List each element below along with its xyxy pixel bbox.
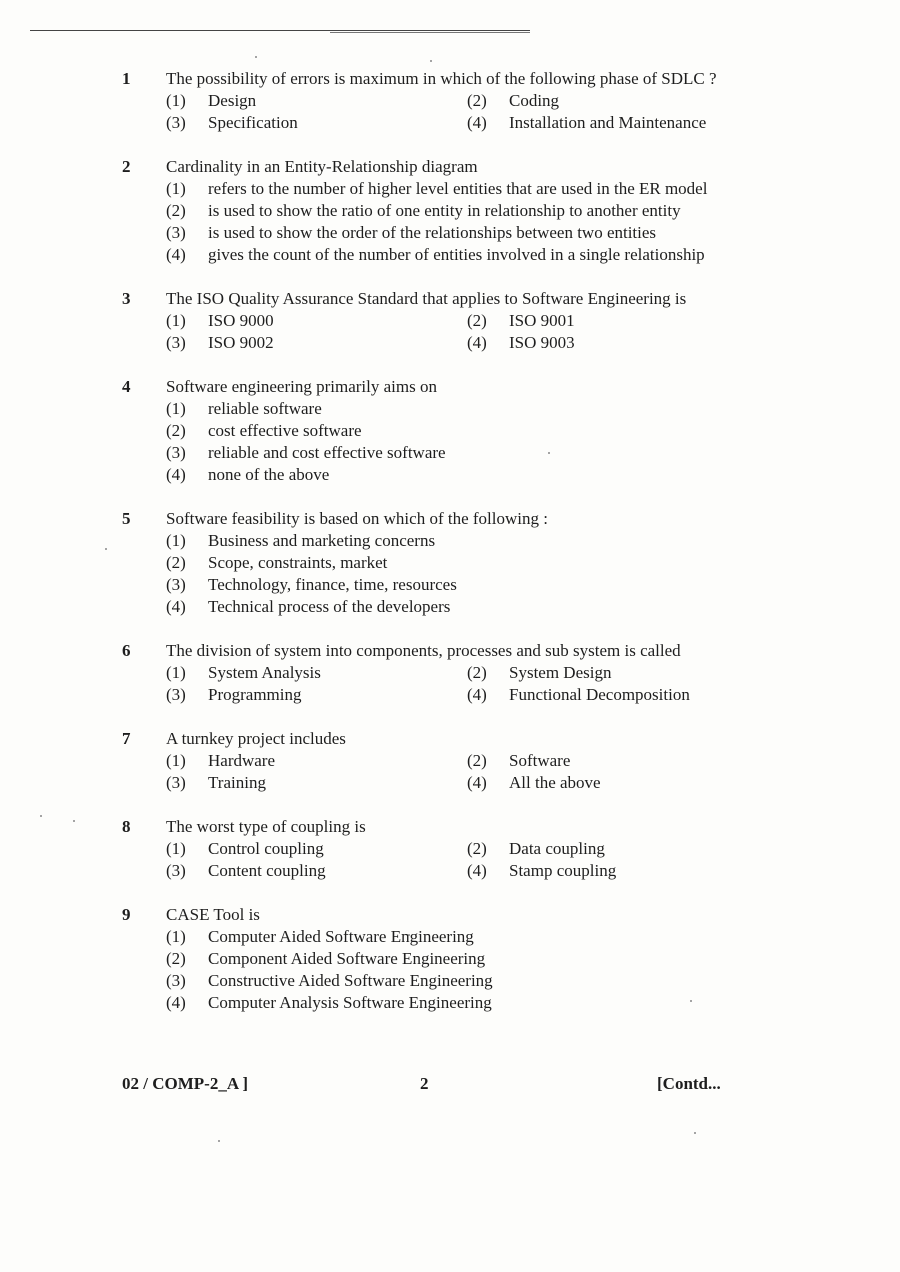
question-number: 7 [122,729,131,748]
answer-option [166,310,467,332]
option-list [166,662,731,706]
option-text: ISO 9002 [208,333,274,352]
answer-option [166,244,731,266]
option-text: ISO 9001 [509,311,575,330]
question-number: 2 [122,157,131,176]
option-text: Software [509,751,571,770]
scan-speck [694,1132,696,1134]
answer-option [166,926,731,948]
answer-option [166,948,731,970]
answer-option [166,750,467,772]
top-rule [30,30,530,31]
option-number: (1) [166,663,186,682]
option-number: (3) [166,333,186,352]
answer-option [166,992,731,1014]
option-number: (4) [467,773,487,792]
question-text: Cardinality in an Entity-Relationship diagram [166,157,478,176]
continued-label: [Contd... [657,1074,721,1093]
option-number: (2) [166,201,186,220]
option-number: (3) [166,575,186,594]
option-list [166,926,731,1014]
option-number: (1) [166,179,186,198]
option-number: (1) [166,839,186,858]
question-text: A turnkey project includes [166,729,346,748]
option-number: (1) [166,751,186,770]
option-number: (1) [166,399,186,418]
option-text: Content coupling [208,861,326,880]
answer-option [166,90,467,112]
answer-option [166,662,467,684]
option-number: (4) [166,597,186,616]
option-list [166,178,731,266]
option-text: Constructive Aided Software Engineering [208,971,493,990]
option-text: none of the above [208,465,330,484]
option-text: Component Aided Software Engineering [208,949,486,968]
question-9 [0,904,900,1014]
option-number: (2) [166,949,186,968]
option-number: (1) [166,311,186,330]
option-text: Control coupling [208,839,324,858]
scan-speck [430,60,432,62]
answer-option [166,860,467,882]
option-number: (3) [166,223,186,242]
option-number: (3) [166,773,186,792]
option-list [166,90,731,134]
option-number: (4) [166,245,186,264]
question-number: 8 [122,817,131,836]
question-text: Software feasibility is based on which of the following : [166,509,548,528]
answer-option [166,552,731,574]
option-list [166,838,731,882]
option-list [166,398,731,486]
option-list [166,310,731,354]
option-text: Hardware [208,751,276,770]
option-text: Scope, constraints, market [208,553,388,572]
question-6 [0,640,900,706]
answer-option [166,684,467,706]
answer-option [166,398,731,420]
option-text: System Design [509,663,612,682]
question-7 [0,728,900,794]
question-1 [0,68,900,134]
option-number: (1) [166,531,186,550]
option-text: Computer Aided Software Engineering [208,927,474,946]
option-list [166,750,731,794]
answer-option [166,222,731,244]
question-text: The possibility of errors is maximum in which of the following phase of SDLC ? [166,69,717,88]
option-text: is used to show the order of the relationships between two entities [208,223,657,242]
option-number: (3) [166,861,186,880]
top-rule-secondary [330,32,530,33]
answer-option [166,464,731,486]
answer-option [166,970,731,992]
question-number: 9 [122,905,131,924]
answer-option [467,112,731,134]
answer-option [166,332,467,354]
option-text: Training [208,773,266,792]
option-text: Installation and Maintenance [509,113,707,132]
question-list [0,68,900,1036]
answer-option [467,310,731,332]
question-text: The ISO Quality Assurance Standard that applies to Software Engineering is [166,289,687,308]
option-text: All the above [509,773,601,792]
option-number: (3) [166,443,186,462]
question-number: 6 [122,641,131,660]
question-5 [0,508,900,618]
question-number: 4 [122,377,131,396]
answer-option [166,838,467,860]
option-number: (2) [467,751,487,770]
option-text: Computer Analysis Software Engineering [208,993,492,1012]
question-text: The division of system into components, processes and sub system is called [166,641,681,660]
option-number: (4) [467,333,487,352]
option-number: (4) [467,685,487,704]
option-number: (4) [467,113,487,132]
option-number: (1) [166,927,186,946]
option-text: Technical process of the developers [208,597,451,616]
question-number: 5 [122,509,131,528]
option-number: (4) [166,465,186,484]
option-number: (2) [467,839,487,858]
answer-option [166,200,731,222]
option-text: System Analysis [208,663,321,682]
answer-option [166,596,731,618]
question-number: 1 [122,69,131,88]
option-text: Data coupling [509,839,605,858]
question-3 [0,288,900,354]
option-number: (2) [467,91,487,110]
answer-option [166,420,731,442]
scan-speck [218,1140,220,1142]
question-number: 3 [122,289,131,308]
option-number: (2) [166,421,186,440]
option-text: Programming [208,685,302,704]
question-2 [0,156,900,266]
option-number: (4) [467,861,487,880]
option-number: (2) [467,663,487,682]
option-text: Business and marketing concerns [208,531,436,550]
answer-option [467,838,731,860]
option-text: reliable software [208,399,322,418]
question-text: Software engineering primarily aims on [166,377,437,396]
question-4 [0,376,900,486]
option-text: ISO 9003 [509,333,575,352]
page-number: 2 [420,1074,429,1093]
option-text: Technology, finance, time, resources [208,575,457,594]
option-number: (3) [166,685,186,704]
option-list [166,530,731,618]
answer-option [166,442,731,464]
answer-option [166,112,467,134]
answer-option [467,750,731,772]
answer-option [166,530,731,552]
option-number: (1) [166,91,186,110]
answer-option [166,772,467,794]
option-text: Specification [208,113,298,132]
question-text: CASE Tool is [166,905,260,924]
option-number: (3) [166,971,186,990]
answer-option [467,684,731,706]
option-text: Functional Decomposition [509,685,690,704]
option-number: (4) [166,993,186,1012]
answer-option [467,860,731,882]
answer-option [467,90,731,112]
option-text: ISO 9000 [208,311,274,330]
option-number: (3) [166,113,186,132]
option-text: is used to show the ratio of one entity in relationship to another entity [208,201,681,220]
option-number: (2) [467,311,487,330]
option-text: cost effective software [208,421,362,440]
option-text: gives the count of the number of entities involved in a single relationship [208,245,705,264]
option-text: Coding [509,91,560,110]
paper-code: 02 / COMP-2_A ] [122,1074,249,1093]
scan-speck [255,56,257,58]
question-8 [0,816,900,882]
answer-option [467,662,731,684]
answer-option [467,772,731,794]
option-text: Stamp coupling [509,861,617,880]
option-number: (2) [166,553,186,572]
option-text: Design [208,91,257,110]
page-footer [0,1074,900,1098]
option-text: reliable and cost effective software [208,443,446,462]
answer-option [166,178,731,200]
answer-option [467,332,731,354]
question-text: The worst type of coupling is [166,817,366,836]
option-text: refers to the number of higher level entities that are used in the ER model [208,179,708,198]
answer-option [166,574,731,596]
